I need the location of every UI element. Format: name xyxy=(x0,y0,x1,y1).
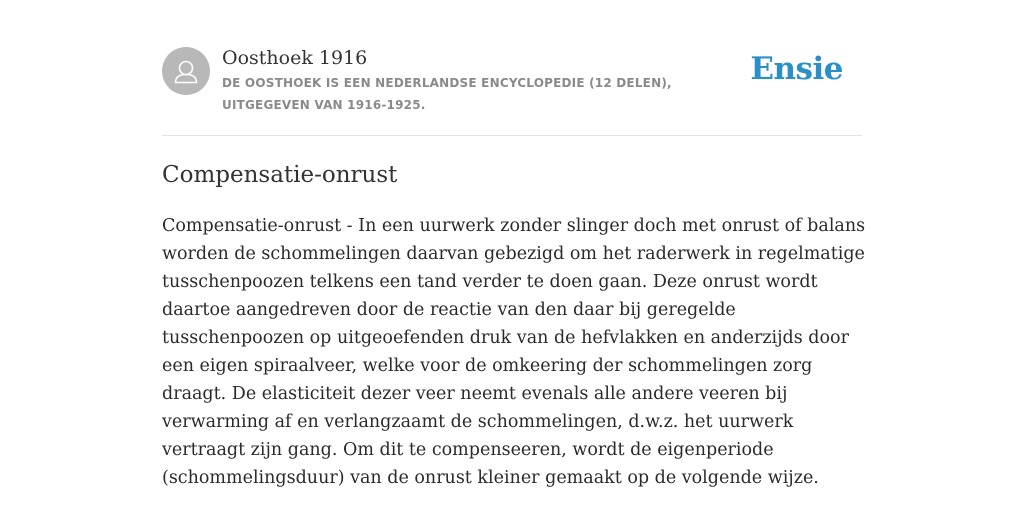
source-avatar[interactable] xyxy=(162,47,210,95)
user-icon xyxy=(162,47,210,95)
article-body: Compensatie-onrust - In een uurwerk zonder slinger doch met onrust of balans worden de schommelingen daarvan gebezigd om het raderwerk in regelmatige tusschenpoozen telkens een tand verder te doen gaan. Deze onrust wordt daartoe aangedreven door de reactie van den daar bij geregelde tusschenpoozen op uitgeoefenden druk van de hefvlakken en anderzijds door een eigen spiraalveer, welke voor de omkeering der schommelingen zorg draagt. De elasticiteit dezer veer neemt evenals alle andere veeren bij verwarming af en verlangzaamt de schommelingen, d.w.z. het uurwerk vertraagt zijn gang. Om dit te compenseeren, wordt de eigenperiode (schommelingsduur) van de onrust kleiner gemaakt op de volgende wijze. xyxy=(162,216,866,488)
article-title: Compensatie-onrust xyxy=(162,162,398,188)
source-description: DE OOSTHOEK IS EEN NEDERLANDSE ENCYCLOPEDIE (12 DELEN), UITGEGEVEN VAN 1916-1925. xyxy=(222,76,672,112)
ensie-logo[interactable]: Ensie xyxy=(750,51,843,87)
source-title[interactable]: Oosthoek 1916 xyxy=(222,47,368,69)
header-divider xyxy=(162,135,862,136)
source-header xyxy=(162,46,862,116)
